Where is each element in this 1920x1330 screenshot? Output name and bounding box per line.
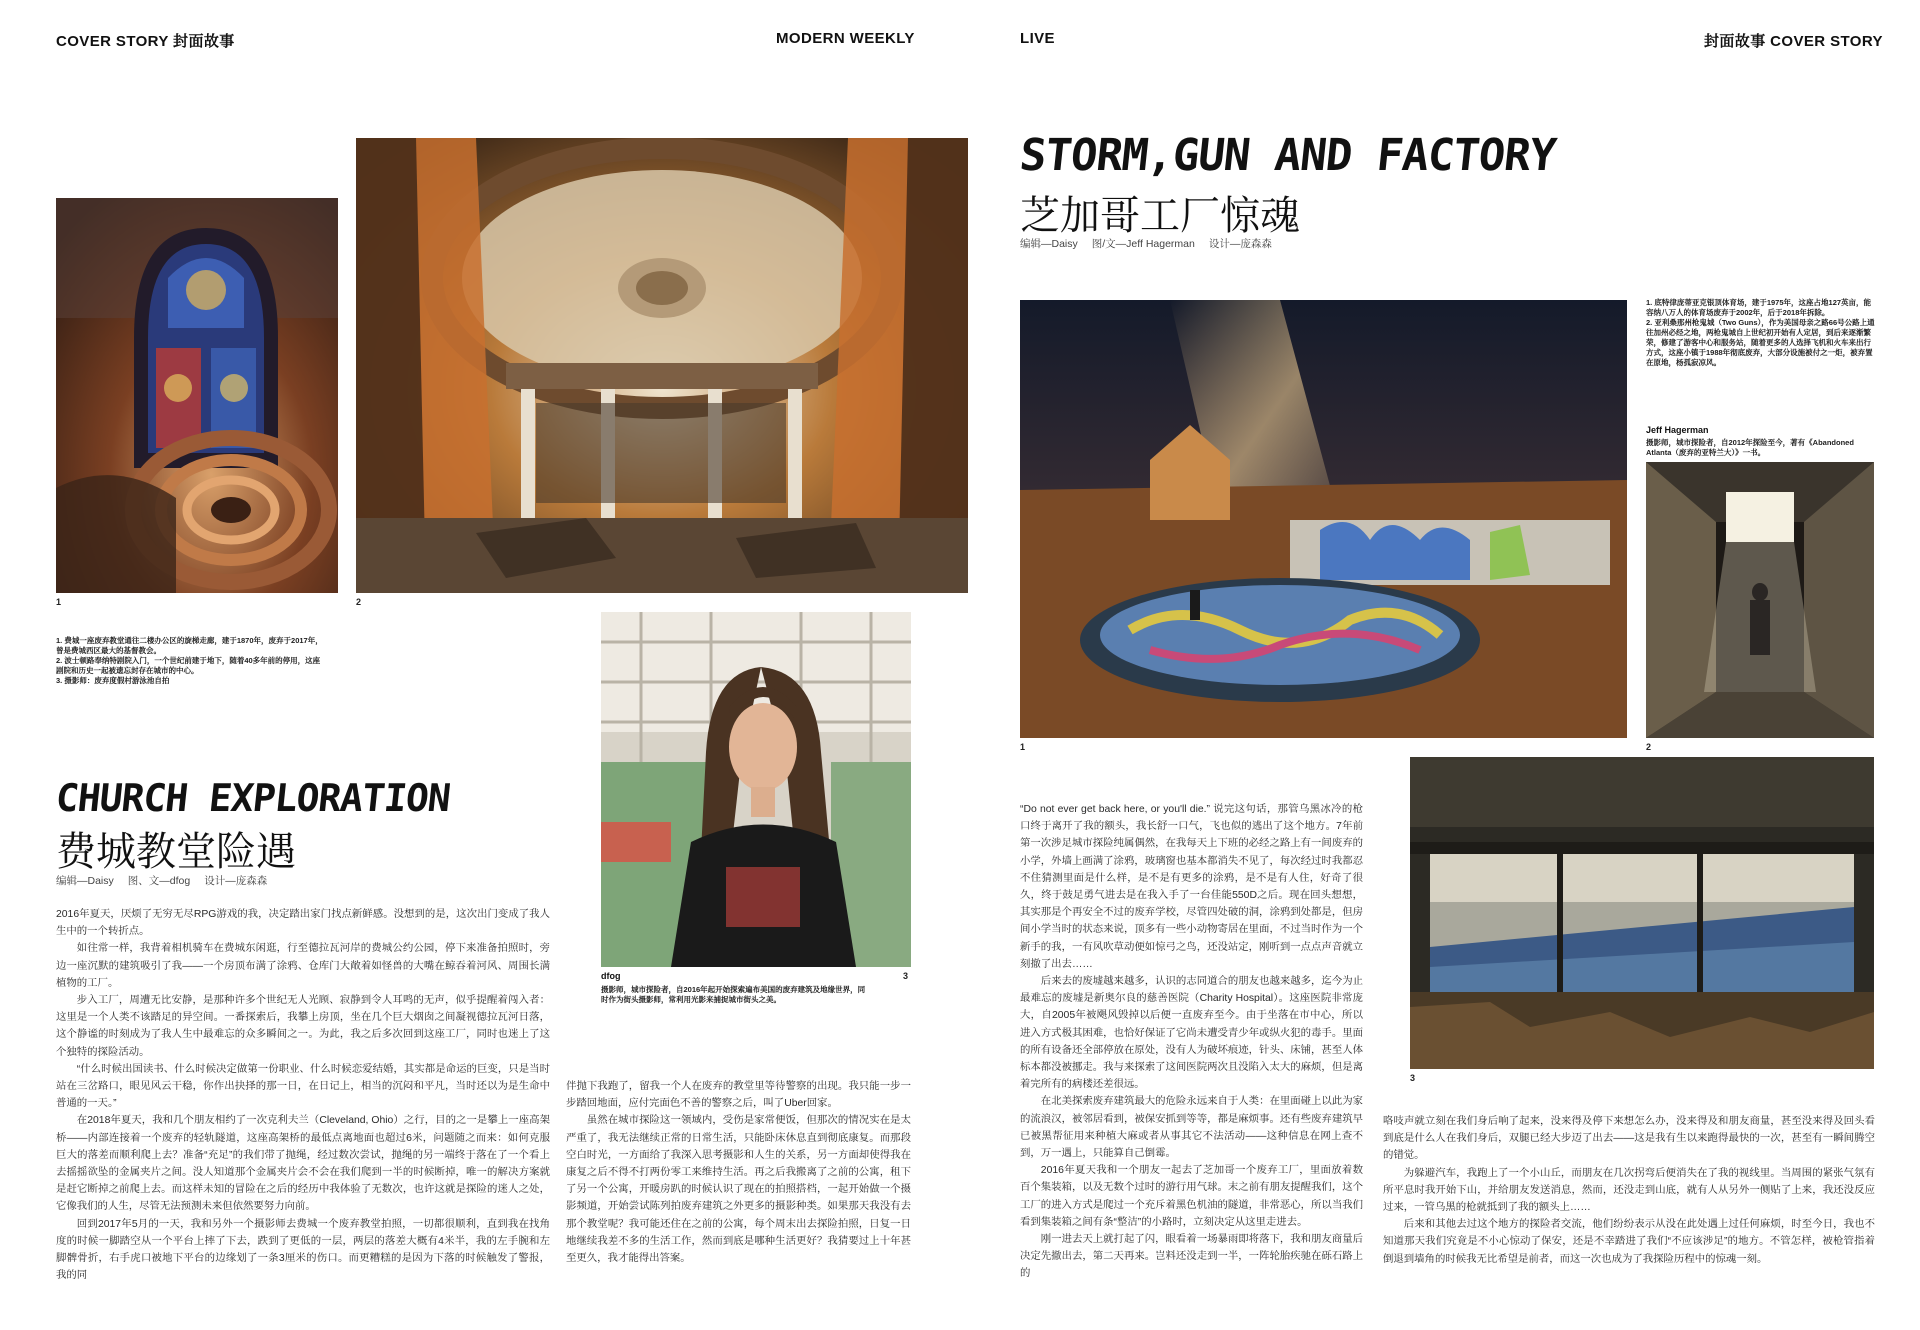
photo-number-2-left: 2 (356, 597, 362, 607)
left-credits (56, 873, 267, 888)
photo-spiral-staircase (56, 198, 338, 593)
photo-theater-interior (356, 138, 968, 593)
photo-number-1-left: 1 (56, 597, 62, 607)
running-head-magazine: MODERN WEEKLY (776, 30, 915, 47)
captions-left-page (56, 636, 326, 686)
right-title-cn: 芝加哥工厂惊魂 (1020, 193, 1300, 239)
paragraph: 在2018年夏天，我和几个朋友相约了一次克利夫兰（Cleveland, Ohio）之行，目的之一是攀上一座高架桥——内部连接着一个废弃的轻轨隧道，这座高架桥的最低点离地面也超过6米，问题随之而来：如何克服巨大的落差而顺利爬上去？准备“充足”的我们带了抛绳，经过数次尝试，抛绳的另一端终于落在了一个看上去摇摇欲坠的金属夹片之间。没人知道那个金属夹片会不会在我们爬到一半的时候断掉，唯一的解决方案就是赶它断掉之前爬上去。而这样未知的冒险在之后的经历中我体验了无数次，也许这就是探险的迷人之处，它像我们的人生，尽管无法预测未来但依然要努力向前。 (56, 1115, 550, 1213)
bio-name-right: Jeff Hagerman (1646, 425, 1709, 435)
caption-2: 2. 波士顿路奉纳特剧院入门，一个世纪前建于地下，随着40多年前的停用，这座剧院和历史一起被遗忘封存在城市的中心。 (56, 656, 321, 675)
paragraph: “什么时候出国读书、什么时候决定做第一份职业、什么时候恋爱结婚，其实都是命运的巨变，只是当时站在三岔路口，眼见风云干稳，你作出抉择的那一日，在日记上，相当的沉闷和平凡，当时还以为是生命中普通的一天。” (56, 1063, 550, 1110)
paragraph: 2016年夏天我和一个朋友一起去了芝加哥一个废弃工厂，里面放着数百个集装箱，以及无数个过时的游行用气球。末之前有朋友提醒我们，这个工厂的进入方式是爬过一个充斥着黑色机油的隧道，非常恶心，所以当我们看到集装箱之间有条“整洁”的小路时，立刻决定从这里走进去。 (1020, 1165, 1363, 1228)
paragraph: 在北美探索废弃建筑最大的危险永远来自于人类：在里面碰上以此为家的流浪汉，被邻居看到，被保安抓到等等，都是麻烦事。还有些废弃建筑早已被黑帮征用来种植大麻或者从事其它不法活动——这种信息在网上查不到，万一遇上，只能算自己倒霉。 (1020, 1096, 1363, 1160)
left-title-cn: 费城教堂险遇 (56, 829, 296, 875)
bio-name-left: dfog (601, 971, 621, 981)
photo-number-2-right: 2 (1646, 742, 1652, 752)
bio-text-left: 摄影师，城市探险者，自2016年起开始探索遍布美国的废弃建筑及地缘世界，同时作为街头摄影师，常利用光影来捕捉城市街头之美。 (601, 985, 866, 1004)
running-head-section-right: 封面故事 COVER STORY (1704, 33, 1883, 50)
right-title-en: STORM,GUN AND FACTORY (1017, 130, 1558, 181)
paragraph: “Do not ever get back here, or you'll die.” 说完这句话，那管乌黑冰冷的枪口终于离开了我的额头，我长舒一口气，飞也似的逃出了这个地方。7年前第一次涉足城市探险纯属偶然，在我每天上下班的必经之路上有一间废弃的小学，外墙上画满了涂鸦，玻璃窗也基本都消失不见了，每次经过时我都忍不住猜测里面是什么样，是不是有更多的涂鸦，是不是有人住，好奇了很久，终于鼓足勇气进去是在我入手了一台佳能550D之后。现在回头想想，其实那是个再安全不过的废弃学校，尽管四处破的洞，涂鸦到处都是，但房间小学当时的状态来说，顶多有一些小动物寄居在里面，不过当时作为一个新手的我，一有风吹草动便如惊弓之鸟，还没站定，刚听到一点点声音就立刻撤了出去…… (1020, 804, 1363, 970)
left-body-column-1 (56, 906, 550, 1284)
credit-photo-text: 图、文—dfog (127, 875, 191, 887)
caption-2: 2. 亚利桑那州枪鬼城（Two Guns），作为美国母亲之路66号公路上通往加州必经之地，两枪鬼城自上世纪初开始有人定居，到后来逐渐繁荣，修建了游客中心和服务站，随着更多的人选择飞机和火车来出行方式，这座小镇于1988年彻底废弃，大部分设施被付之一炬，被弃置在原地，杨孤寂凉风。 (1646, 318, 1875, 367)
paragraph: 为躲避汽车，我跑上了一个小山丘，而朋友在几次拐弯后便消失在了我的视线里。当周围的紧张气氛有所平息时我开始下山，并给朋友发送消息，然而，还没走到山底，就有人从另外一侧贴了上来，我还没反应过来，一管乌黑的枪就抵到了我的额头上…… (1383, 1167, 1875, 1214)
running-head-section-left: COVER STORY 封面故事 (56, 33, 235, 50)
photo-number-1-right: 1 (1020, 742, 1026, 752)
right-body-column-1 (1020, 801, 1363, 1283)
paragraph: 回到2017年5月的一天，我和另外一个摄影师去费城一个废弃教堂拍照，一切都很顺利，直到我在找角度的时候一脚踏空从一个平台上摔了下去，跌到了更低的一层，两层的落差大概有4米半，我的左手腕和左脚髀骨折，右手虎口被地下平台的边缘划了一条3厘米的伤口。而更糟糕的是因为下落的时候触发了警报，我的同 (56, 1218, 550, 1282)
paragraph: 虽然在城市探险这一领域内，受伤是家常便饭，但那次的情况实在是太严重了，我无法继续正常的日常生活，只能卧床休息直到彻底康复。而那段空白时光，一方面给了我深入思考摄影和人生的关系，另一方面却使得我在康复之后不得不打两份零工来维持生活。再之后我搬离了之前的公寓，租下了另一个公寓，开暖房趴的时候认识了现在的拍照搭档，一起开始做一个摄影频道，开始尝试陈列拍废弃建筑之外更多的摄影种类。如果那天我没有去那个教堂呢？我可能还住在之前的公寓，每个周末出去探险拍照，日复一日地继续我差不多的生活工作，然而到底是哪种生活更好？我猜要过上十年甚至更久，我才能得出答案。 (566, 1115, 911, 1265)
photo-dark-corridor (1646, 462, 1874, 738)
paragraph: 后来去的废墟越来越多，认识的志同道合的朋友也越来越多，迄今为止最难忘的废墟是新奥尔良的慈善医院（Charity Hospital）。这座医院非常庞大，自2005年被飓风毁掉以后便一直废弃至今。由于坐落在市中心，所以进入方式极其困难，也恰好保证了它尚未遭受青少年或纵火犯的毒手。里面的所有设备还全部停放在原处，没有人为破坏痕迹，针头、床铺，甚至人体标本都没被挪走。我与来探索了这间医院两次且没陷入太大的麻烦，但是离着完所有的病楼还差很远。 (1020, 976, 1363, 1091)
caption-1: 1. 底特律庞蒂亚克银顶体育场，建于1975年，这座占地127英亩，能容纳八万人的体育场废弃于2002年，后于2018年拆除。 (1646, 298, 1872, 317)
paragraph: 咯吱声就立刻在我们身后响了起来，没来得及停下来想怎么办，没来得及和朋友商量，甚至没来得及回头看到底是什么人在我们身后，双腿已经大步迈了出去——这是我有生以来跑得最快的一次，甚至有一瞬间腾空的错觉。 (1383, 1116, 1875, 1162)
caption-3: 3. 摄影师：废弃度假村游泳池自拍 (56, 676, 170, 685)
photo-night-pool-milky-way (1020, 300, 1627, 738)
captions-right-page (1646, 298, 1876, 368)
credit-editor: 编辑—Daisy (1020, 238, 1078, 250)
credit-design: 设计—庞森森 (204, 875, 268, 887)
photo-abandoned-stadium (1410, 757, 1874, 1069)
photo-photographer-portrait (601, 612, 911, 967)
paragraph: 如往常一样，我背着相机骑车在费城东闲逛，行至德拉瓦河岸的费城公约公园，停下来准备拍照时，旁边一座沉默的建筑吸引了我——一个房顶布满了涂鸦、仓库门大敞着如怪兽的大嘴在鲸吞着河风、周围长满植物的工厂。 (56, 943, 550, 989)
paragraph: 伴抛下我跑了，留我一个人在废弃的教堂里等待警察的出现。我只能一步一步踏回地面，应付完面色不善的警察之后，叫了Uber回家。 (566, 1081, 911, 1110)
paragraph: 刚一进去天上就打起了闪，眼看着一场暴雨即将落下，我和朋友商量后决定先撤出去，第二天再来。岂料还没走到一半，一阵轮胎疾驰在砾石路上的 (1020, 1234, 1363, 1280)
paragraph: 步入工厂，周遭无比安静，是那种许多个世纪无人光顾、寂静到令人耳鸣的无声，似乎提醒着闯入者：这里是一个人类不该踏足的异空间。一番探索后，我攀上房顶，坐在几个巨大烟囱之间凝视德拉瓦河日落，这个静谧的时刻成为了我人生中最难忘的众多瞬间之一。为此，我之后多次回到这座工厂，同时也迷上了这个独特的探险活动。 (56, 995, 550, 1058)
photo-number-3-right: 3 (1410, 1073, 1416, 1083)
right-body-column-2 (1383, 1113, 1875, 1268)
paragraph: 2016年夏天，厌烦了无穷无尽RPG游戏的我，决定踏出家门找点新鲜感。没想到的是，这次出门变成了我人生中的一个转折点。 (56, 909, 550, 938)
right-credits (1020, 236, 1272, 251)
paragraph: 后来和其他去过这个地方的探险者交流，他们纷纷表示从没在此处遇上过任何麻烦，时至今日，我也不知道那天我们究竟是不小心惊动了保安，还是不幸踏进了我们“不应该涉足”的地方。不管怎样，被枪管指着倒退到墙角的时候我无比希望是前者，而这一次也成为了我探险历程中的惊魂一刻。 (1383, 1219, 1875, 1265)
left-body-column-2 (566, 1078, 911, 1267)
bio-text-right: 摄影师，城市探险者，自2012年探险至今，著有《Abandoned Atlanta（废弃的亚特兰大）》一书。 (1646, 438, 1854, 457)
credit-editor: 编辑—Daisy (56, 875, 114, 887)
caption-1: 1. 费城一座废弃教堂通往二楼办公区的旋梯走廊，建于1870年，废弃于2017年，曾是费城西区最大的基督教会。 (56, 636, 323, 655)
left-title-en: CHURCH EXPLORATION (53, 776, 453, 820)
credit-design: 设计—庞森森 (1208, 238, 1272, 250)
photo-number-3-left: 3 (903, 971, 909, 981)
running-head-live: LIVE (1020, 30, 1055, 47)
credit-photo-text: 图/文—Jeff Hagerman (1091, 238, 1195, 250)
